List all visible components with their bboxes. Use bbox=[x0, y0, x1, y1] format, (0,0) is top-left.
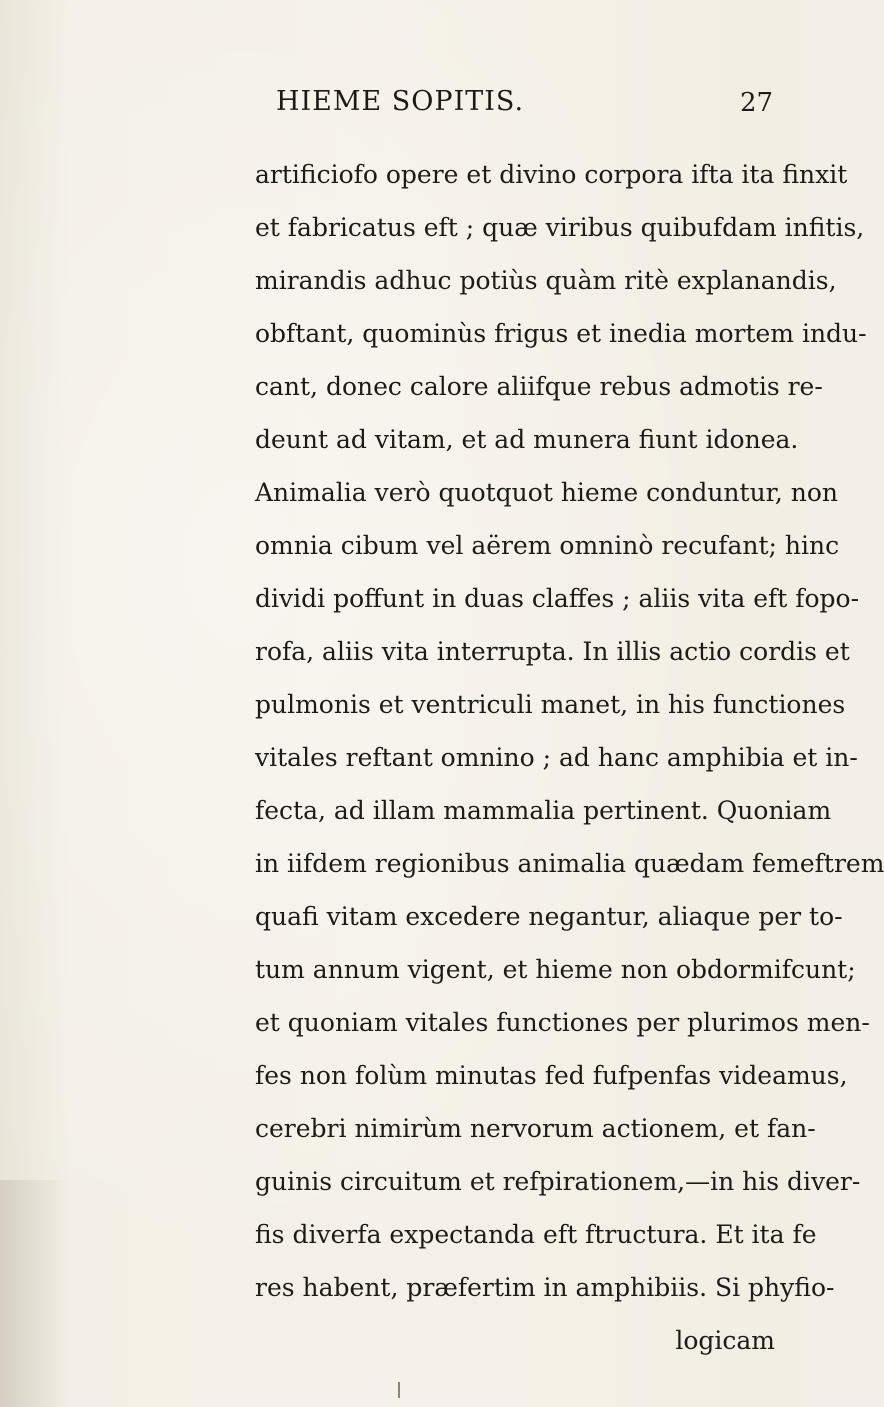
page-number: 27 bbox=[740, 88, 774, 118]
text-line: mirandis adhuc potiùs quàm ritè explanandis, bbox=[255, 266, 837, 295]
text-line: omnia cibum vel aërem omninò recufant; hinc bbox=[255, 531, 840, 560]
text-line: rofa, aliis vita interrupta. In illis actio cordis et bbox=[255, 637, 850, 666]
text-line: deunt ad vitam, et ad munera fiunt idonea. bbox=[255, 425, 799, 454]
page-gutter-shadow bbox=[0, 1180, 70, 1407]
text-line: cant, donec calore aliifque rebus admotis re- bbox=[255, 372, 823, 401]
text-line: vitales reftant omnino ; ad hanc amphibia et in- bbox=[255, 743, 858, 772]
body-text bbox=[255, 148, 884, 1367]
text-line: dividi poffunt in duas claffes ; aliis vita eft fopo- bbox=[255, 584, 860, 613]
text-line: et fabricatus eft ; quæ viribus quibufdam infitis, bbox=[255, 213, 865, 242]
running-title: HIEME SOPITIS. bbox=[275, 86, 525, 117]
text-line: quafi vitam excedere negantur, aliaque per to- bbox=[255, 902, 843, 931]
text-line: fis diverfa expectanda eft ftructura. Et ita fe bbox=[255, 1220, 817, 1249]
text-line: in iifdem regionibus animalia quædam femeftrem bbox=[255, 849, 884, 878]
text-line: pulmonis et ventriculi manet, in his functiones bbox=[255, 690, 846, 719]
text-line: fecta, ad illam mammalia pertinent. Quoniam bbox=[255, 796, 832, 825]
catchword: logicam bbox=[675, 1326, 775, 1355]
text-line: res habent, præfertim in amphibiis. Si phyfio- bbox=[255, 1273, 835, 1302]
print-mark bbox=[398, 1382, 400, 1398]
text-line: tum annum vigent, et hieme non obdormifcunt; bbox=[255, 955, 856, 984]
text-line: fes non folùm minutas fed fufpenfas videamus, bbox=[255, 1061, 848, 1090]
text-line: cerebri nimirùm nervorum actionem, et fan- bbox=[255, 1114, 816, 1143]
text-line: Animalia verò quotquot hieme conduntur, non bbox=[255, 478, 839, 507]
text-line: artificiofo opere et divino corpora ifta ita finxit bbox=[255, 160, 848, 189]
text-line: et quoniam vitales functiones per plurimos men- bbox=[255, 1008, 870, 1037]
text-line: obftant, quominùs frigus et inedia mortem indu- bbox=[255, 319, 867, 348]
text-line: guinis circuitum et refpirationem,—in his diver- bbox=[255, 1167, 861, 1196]
